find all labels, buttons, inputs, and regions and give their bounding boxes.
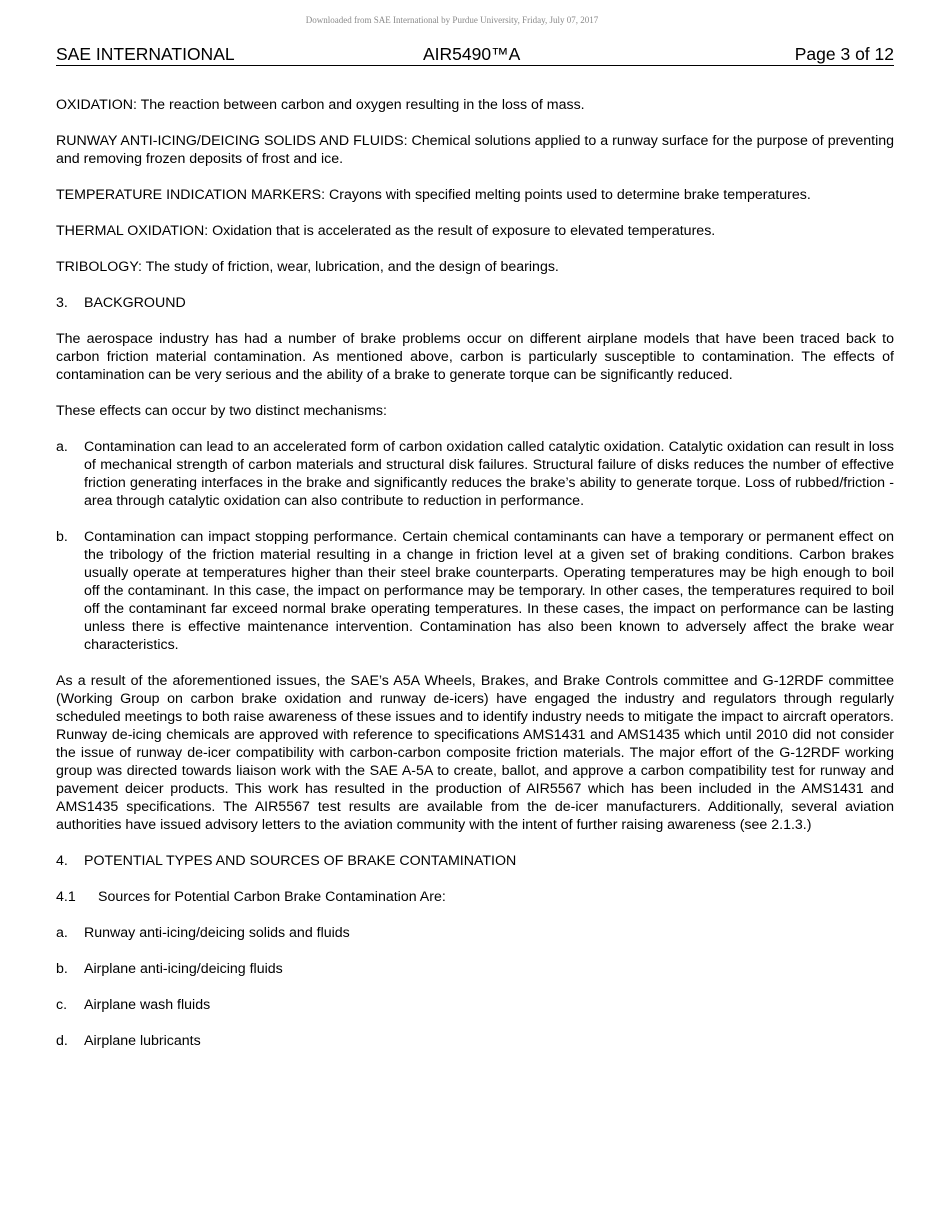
mechanism-item <box>56 438 894 510</box>
definition-thermal-oxidation: THERMAL OXIDATION: Oxidation that is accelerated as the result of exposure to elevated temperatures. <box>56 223 716 239</box>
download-watermark: Downloaded from SAE International by Purdue University, Friday, July 07, 2017 <box>305 15 599 25</box>
list-marker: b. <box>56 529 68 545</box>
list-marker: b. <box>56 961 68 977</box>
subsection-4-1-heading <box>56 888 894 906</box>
definition-tribology: TRIBOLOGY: The study of friction, wear, lubrication, and the design of bearings. <box>56 259 559 275</box>
header-page-number: Page 3 of 12 <box>794 44 894 64</box>
list-item-text: Airplane anti-icing/deicing fluids <box>84 961 283 977</box>
subsection-number: 4.1 <box>56 889 76 905</box>
subsection-title: Sources for Potential Carbon Brake Contamination Are: <box>98 889 446 905</box>
list-marker: a. <box>56 925 68 941</box>
page-header <box>56 43 894 66</box>
section-title: BACKGROUND <box>84 295 186 311</box>
header-organization: SAE INTERNATIONAL <box>56 44 235 64</box>
list-item-text: Airplane lubricants <box>84 1033 201 1049</box>
definition-runway-deicing: RUNWAY ANTI-ICING/DEICING SOLIDS AND FLUIDS: Chemical solutions applied to a runway surface for the purpose of preventing and removing frozen deposits of frost and ice. <box>56 133 894 167</box>
source-item <box>56 996 894 1014</box>
list-item-text: Contamination can impact stopping performance. Certain chemical contaminants can have a temporary or permanent effect on the tribology of the friction material resulting in a change in friction level at a given set of braking conditions. Carbon brakes usually operate at temperatures higher than their steel brake counterparts. Operating temperatures may be high enough to boil off the contaminant. In this case, the impact on performance may be temporary. In other cases, the temperatures required to boil off the contaminant far exceed normal brake operating temperatures. In these cases, the impact on performance can be lasting unless there is effective maintenance intervention. Contamination has also been known to adversely affect the brake wear characteristics. <box>84 529 894 653</box>
list-item-text: Contamination can lead to an accelerated form of carbon oxidation called catalytic oxidation. Catalytic oxidation can result in loss of mechanical strength of carbon materials and structural disk failures. Structural failure of disks reduces the number of effective friction generating interfaces in the brake and significantly reduces the brake’s ability to generate torque. Loss of rubbed/friction -area through catalytic oxidation can also contribute to reduction in performance. <box>84 439 894 509</box>
list-marker: a. <box>56 439 68 455</box>
source-item <box>56 960 894 978</box>
background-intro: The aerospace industry has had a number of brake problems occur on different airplane models that have been traced back to carbon friction material contamination. As mentioned above, carbon is particularly susceptible to contamination. The effects of contamination can be very serious and the ability of a brake to generate torque can be significantly reduced. <box>56 331 894 383</box>
mechanism-item <box>56 528 894 654</box>
list-marker: c. <box>56 997 68 1013</box>
definition-temperature-markers: TEMPERATURE INDICATION MARKERS: Crayons with specified melting points used to determine brake temperatures. <box>56 187 811 203</box>
source-item <box>56 924 894 942</box>
section-number: 3. <box>56 295 68 311</box>
document-body <box>56 96 894 1068</box>
section-4-heading <box>56 852 894 870</box>
mechanisms-intro: These effects can occur by two distinct mechanisms: <box>56 403 387 419</box>
background-closing: As a result of the aforementioned issues, the SAE’s A5A Wheels, Brakes, and Brake Controls committee and G-12RDF committee (Working Group on carbon brake oxidation and runway de-icers) have engaged the industry and regulators through regularly scheduled meetings to both raise awareness of these issues and to identify industry needs to mitigate the impact to aircraft operators. Runway de-icing chemicals are approved with reference to specifications AMS1431 and AMS1435 which until 2010 did not consider the issue of runway de-icer compatibility with carbon-carbon composite friction materials. The major effort of the G-12RDF working group was directed towards liaison work with the SAE A-5A to create, ballot, and approve a carbon compatibility test for runway and pavement deicer products. This work has resulted in the production of AIR5567 which has been included in the AMS1431 and AMS1435 specifications. The AIR5567 test results are available from the de-icer manufacturers. Additionally, several aviation authorities have issued advisory letters to the aviation community with the intent of further raising awareness (see 2.1.3.) <box>56 673 894 833</box>
header-document-id: AIR5490™A <box>423 44 521 64</box>
section-3-heading <box>56 294 894 312</box>
source-item <box>56 1032 894 1050</box>
list-marker: d. <box>56 1033 68 1049</box>
definition-oxidation: OXIDATION: The reaction between carbon and oxygen resulting in the loss of mass. <box>56 97 585 113</box>
section-title: POTENTIAL TYPES AND SOURCES OF BRAKE CONTAMINATION <box>84 853 517 869</box>
section-number: 4. <box>56 853 68 869</box>
list-item-text: Airplane wash fluids <box>84 997 211 1013</box>
list-item-text: Runway anti-icing/deicing solids and fluids <box>84 925 350 941</box>
